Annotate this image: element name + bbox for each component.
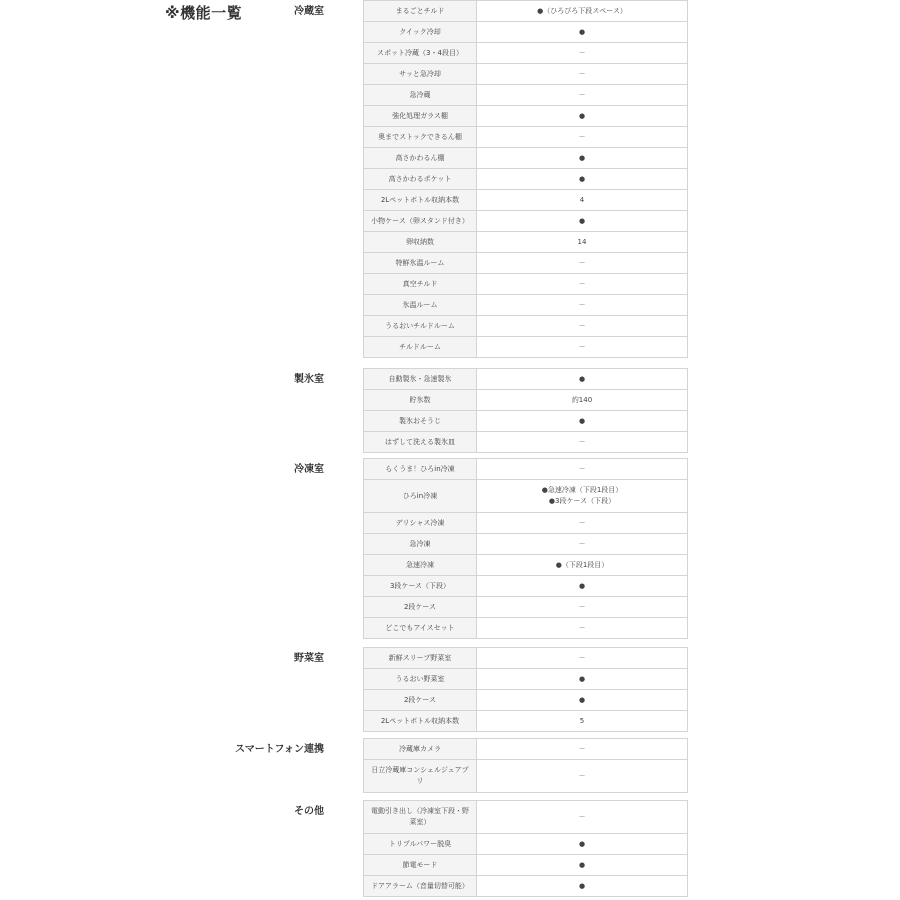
spec-table <box>363 647 688 732</box>
table-row <box>364 711 688 732</box>
feature-name: 強化処理ガラス棚 <box>364 106 477 127</box>
table-row <box>364 432 688 453</box>
feature-value: ●（下段1段目） <box>477 555 688 576</box>
feature-value: － <box>477 432 688 453</box>
feature-value: ● <box>477 876 688 897</box>
feature-value: － <box>477 274 688 295</box>
table-row <box>364 459 688 480</box>
value-line: ●急速冷凍（下段1段目） <box>541 486 623 494</box>
feature-value: － <box>477 801 688 834</box>
feature-name: まるごとチルド <box>364 1 477 22</box>
spec-table <box>363 800 688 897</box>
table-row <box>364 190 688 211</box>
feature-value: ● <box>477 669 688 690</box>
feature-name: チルドルーム <box>364 337 477 358</box>
table-row <box>364 513 688 534</box>
feature-value: 14 <box>477 232 688 253</box>
feature-name: クイック冷却 <box>364 22 477 43</box>
feature-value: － <box>477 253 688 274</box>
feature-value: ● <box>477 690 688 711</box>
table-row <box>364 337 688 358</box>
feature-value: － <box>477 316 688 337</box>
table-row <box>364 648 688 669</box>
feature-name: 2段ケース <box>364 597 477 618</box>
table-row <box>364 316 688 337</box>
feature-value: － <box>477 459 688 480</box>
feature-value: ● <box>477 411 688 432</box>
feature-name: 急速冷凍 <box>364 555 477 576</box>
feature-name: 3段ケース（下段） <box>364 576 477 597</box>
feature-value: － <box>477 43 688 64</box>
feature-name: 電動引き出し（冷凍室下段・野菜室） <box>364 801 477 834</box>
spec-table <box>363 368 688 453</box>
table-row <box>364 801 688 834</box>
feature-name: 卵収納数 <box>364 232 477 253</box>
table-row <box>364 1 688 22</box>
feature-name: 氷温ルーム <box>364 295 477 316</box>
feature-value: － <box>477 513 688 534</box>
feature-name: 新鮮スリープ野菜室 <box>364 648 477 669</box>
feature-name: 小物ケース（卵スタンド付き） <box>364 211 477 232</box>
feature-value: 4 <box>477 190 688 211</box>
feature-value: － <box>477 618 688 639</box>
table-row <box>364 555 688 576</box>
feature-value: ● <box>477 576 688 597</box>
feature-value: ● <box>477 834 688 855</box>
feature-name: 奥までストックできるん棚 <box>364 127 477 148</box>
feature-value: － <box>477 648 688 669</box>
section-label: 冷蔵室 <box>294 6 324 17</box>
feature-value: － <box>477 85 688 106</box>
table-row <box>364 411 688 432</box>
feature-name: 貯氷数 <box>364 390 477 411</box>
feature-value: ● <box>477 211 688 232</box>
feature-value: － <box>477 127 688 148</box>
feature-name: デリシャス冷凍 <box>364 513 477 534</box>
table-row <box>364 576 688 597</box>
section-label: 野菜室 <box>294 653 324 664</box>
feature-name: 真空チルド <box>364 274 477 295</box>
table-row <box>364 253 688 274</box>
feature-value <box>477 480 688 513</box>
table-row <box>364 534 688 555</box>
spec-table <box>363 458 688 639</box>
feature-value: ● <box>477 169 688 190</box>
section-label: その他 <box>294 806 324 817</box>
table-row <box>364 295 688 316</box>
table-row <box>364 690 688 711</box>
spec-table <box>363 0 688 358</box>
table-row <box>364 22 688 43</box>
table-row <box>364 127 688 148</box>
feature-value: ● <box>477 22 688 43</box>
feature-name: どこでもアイスセット <box>364 618 477 639</box>
feature-name: らくうま！ひろin冷凍 <box>364 459 477 480</box>
table-row <box>364 669 688 690</box>
table-row <box>364 760 688 793</box>
feature-name: うるおい野菜室 <box>364 669 477 690</box>
feature-value: － <box>477 64 688 85</box>
feature-name: 急冷凍 <box>364 534 477 555</box>
table-row <box>364 855 688 876</box>
feature-name: スポット冷蔵（3・4段目） <box>364 43 477 64</box>
feature-name: 日立冷蔵庫コンシェルジュアプリ <box>364 760 477 793</box>
spec-table <box>363 738 688 793</box>
feature-name: 2段ケース <box>364 690 477 711</box>
value-line: ●3段ケース（下段） <box>548 497 616 505</box>
feature-name: 2Lペットボトル収納本数 <box>364 711 477 732</box>
table-row <box>364 43 688 64</box>
feature-name: 2Lペットボトル収納本数 <box>364 190 477 211</box>
feature-name: 冷蔵庫カメラ <box>364 739 477 760</box>
feature-name: 自動製氷・急速製氷 <box>364 369 477 390</box>
feature-name: ドアアラーム（音量切替可能） <box>364 876 477 897</box>
feature-name: はずして洗える製氷皿 <box>364 432 477 453</box>
feature-name: 節電モード <box>364 855 477 876</box>
feature-name: 製氷おそうじ <box>364 411 477 432</box>
section-label: スマートフォン連携 <box>235 744 324 755</box>
feature-value: － <box>477 534 688 555</box>
feature-value: － <box>477 597 688 618</box>
feature-name: サッと急冷却 <box>364 64 477 85</box>
page-title: ※機能一覧 <box>165 4 243 22</box>
feature-value: 約140 <box>477 390 688 411</box>
feature-name: 特鮮氷温ルーム <box>364 253 477 274</box>
section-label: 冷凍室 <box>294 464 324 475</box>
feature-name: 急冷蔵 <box>364 85 477 106</box>
feature-value: 5 <box>477 711 688 732</box>
table-row <box>364 85 688 106</box>
table-row <box>364 148 688 169</box>
feature-name: 高さかわるん棚 <box>364 148 477 169</box>
feature-value: － <box>477 295 688 316</box>
table-row <box>364 106 688 127</box>
table-row <box>364 232 688 253</box>
feature-value: ● <box>477 369 688 390</box>
table-row <box>364 739 688 760</box>
feature-value: ● <box>477 106 688 127</box>
table-row <box>364 369 688 390</box>
feature-value: － <box>477 760 688 793</box>
table-row <box>364 64 688 85</box>
feature-name: ひろin冷凍 <box>364 480 477 513</box>
feature-value: － <box>477 337 688 358</box>
table-row <box>364 274 688 295</box>
table-row <box>364 876 688 897</box>
feature-value: ● <box>477 148 688 169</box>
feature-value: ● <box>477 855 688 876</box>
feature-name: うるおいチルドルーム <box>364 316 477 337</box>
table-row <box>364 480 688 513</box>
section-label: 製氷室 <box>294 374 324 385</box>
table-row <box>364 834 688 855</box>
feature-name: トリプルパワー脱臭 <box>364 834 477 855</box>
feature-value: ●（ひろびろ下段スペース） <box>477 1 688 22</box>
table-row <box>364 390 688 411</box>
table-row <box>364 597 688 618</box>
table-row <box>364 618 688 639</box>
table-row <box>364 211 688 232</box>
table-row <box>364 169 688 190</box>
feature-value: － <box>477 739 688 760</box>
feature-name: 高さかわるポケット <box>364 169 477 190</box>
